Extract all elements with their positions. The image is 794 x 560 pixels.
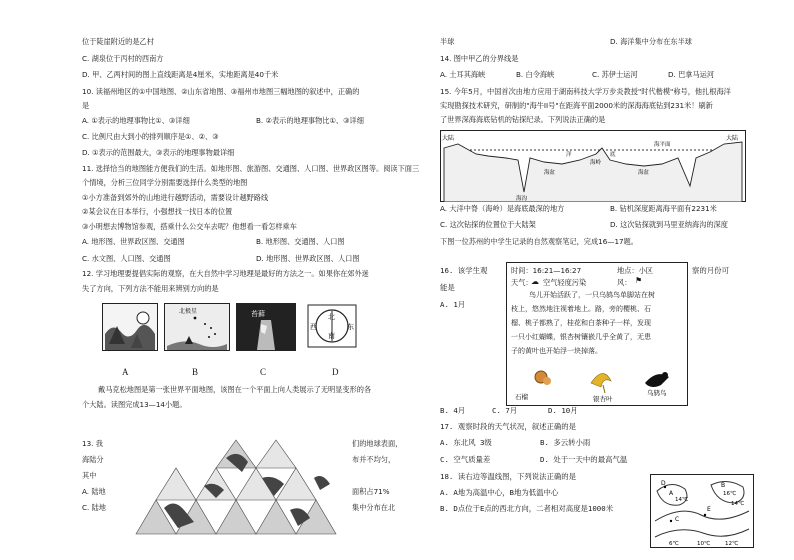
note-air: 空气轻度污染	[543, 278, 587, 287]
q14-option: D. 巴拿马运河	[668, 70, 715, 79]
q16-question-tail: 察的月份可	[692, 266, 729, 275]
seabed-ridge: 海岭	[590, 160, 602, 166]
note-body-line: 一只小红蝴蝶，银杏树镶嵌几乎全黄了，无患	[511, 333, 651, 341]
q18-option-b: B. D点位于E点的西北方向，二者相对高度是1000米	[440, 504, 614, 513]
left-text-fragment: 们的地球表面，	[352, 439, 403, 448]
figure-d-label: D	[332, 367, 339, 377]
left-text-line: C. 陆地	[82, 503, 106, 512]
left-text-line: 位于陡崖附近的是乙村	[82, 37, 154, 46]
iso-t6: 12℃	[725, 541, 739, 547]
figure-d	[302, 303, 362, 349]
iso-t3: 14℃	[731, 501, 745, 507]
left-text-line: ③小明想去博物馆参观，搭乘什么公交车去呢？他想看一看怎样乘车	[82, 222, 297, 231]
iso-D: D	[661, 480, 666, 487]
q16-option: D. 10月	[548, 406, 578, 415]
q17-option-a: A. 东北风 3级	[440, 438, 492, 447]
seabed-profile	[440, 130, 746, 202]
right-text-line: 下图一位苏州的中学生记录的自然观察笔记，完成16—17题。	[440, 237, 638, 246]
seabed-plain1: 海盆	[544, 170, 556, 176]
q14-option: A. 土耳其海峡	[440, 70, 486, 79]
nature-note	[506, 262, 688, 406]
note-label-pomegranate: 石榴	[515, 393, 528, 401]
seabed-label2: 洋	[566, 152, 572, 158]
figure-c-label: C	[260, 367, 267, 377]
q18-option-a: A. A地为高温中心，B地为低温中心	[440, 488, 559, 497]
seabed-label3: 底	[610, 152, 616, 158]
iso-C: C	[675, 516, 680, 523]
right-text-line: A. 大洋中脊（海岭）是海底最深的地方	[440, 204, 565, 213]
right-text-line: 实现勘探技术研究，研制的"海牛II号"在距海平面2000米的深海海底钻到231米！刷新	[440, 101, 713, 110]
note-wind: 风：	[617, 278, 632, 287]
q16-question: 16. 该学生观	[440, 266, 488, 275]
left-text-line: D. 甲、乙两村间的图上直线距离是4厘米，实地距离是40千米	[82, 70, 279, 79]
q16-option-a: A. 1月	[440, 300, 466, 309]
compass-north: 北	[328, 313, 335, 321]
note-drawings	[507, 363, 687, 403]
left-text-fragment: 面积占71%	[352, 487, 390, 496]
note-body-line: 鸟儿开始活跃了，一只乌鸫鸟单脚站在树	[529, 291, 655, 299]
left-text-line: 海陆分	[82, 455, 104, 464]
left-text-line: 11. 选择恰当的地图能方便我们的生活。如地形图、旅游图、交通图、人口图、世界政区图等。阅读下面三	[82, 164, 420, 173]
right-text-line: C. 这次钻探的位置位于大陆架	[440, 220, 536, 229]
note-label-ginkgo: 银杏叶	[593, 395, 613, 403]
seabed-trench: 海沟	[516, 196, 528, 202]
left-text-line: 12. 学习地理要提倡实际的观察，在大自然中学习地理是最好的方法之一。如果你在郊外迷	[82, 269, 369, 278]
left-text-line: A. 陆地	[82, 487, 106, 496]
iso-E: E	[707, 506, 711, 513]
q16-question-line2: 能是	[440, 283, 455, 292]
q10-option: A. ①表示的地理事物比①、③详细	[82, 116, 190, 125]
note-label-blackbird: 乌鸫鸟	[647, 389, 667, 397]
left-text-line: 其中	[82, 471, 97, 480]
figure-a-label: A	[122, 367, 129, 377]
left-text-line: 戴马克松地图是第一张世界平面地图，该图在一个平面上向人类展示了无明显变形的各	[98, 385, 372, 394]
q11-option: A. 地形图、世界政区图、交通图	[82, 237, 185, 246]
q16-option: B. 4月	[440, 406, 466, 415]
compass-east: 东	[347, 323, 354, 331]
left-text-line: 个大陆。读图完成13—14小题。	[82, 400, 187, 409]
q18-question: 18. 读右边等温线图，下列说法正确的是	[440, 472, 577, 481]
right-text-line: D. 这次钻探就到马里亚纳海沟的深度	[610, 220, 728, 229]
right-text-line: D. 海洋集中分布在东半球	[610, 37, 692, 46]
left-text-line: 失了方向，下列方法不能用来辨别方向的是	[82, 284, 219, 293]
isotherm-map	[650, 474, 754, 548]
seabed-plain2: 海盆	[638, 170, 650, 176]
iso-t4: 6℃	[669, 541, 679, 547]
cloud-icon: ☁	[531, 277, 539, 286]
iso-B: B	[721, 482, 726, 489]
left-text-line: C. 比例尺由大到小的排列顺序是①、②、③	[82, 132, 219, 141]
left-text-line: D. ①表示的范围最大，③表示的地理事物最详细	[82, 148, 235, 157]
wind-icon: ⚑	[635, 276, 643, 285]
figure-b	[164, 303, 230, 351]
q17-question: 17. 观察时段的天气状况，叙述正确的是	[440, 422, 577, 431]
right-text-line: 14. 图中甲乙的分界线是	[440, 54, 519, 63]
left-text-fragment: 集中分布在北	[352, 503, 396, 512]
note-place: 地点：小区	[617, 266, 653, 275]
note-body-line: 榴、桃子都熟了，桂花和白茶种子一样，发现	[511, 319, 651, 327]
left-text-line: C. 湖泉位于丙村的西南方	[82, 54, 164, 63]
seabed-left: 大陆	[442, 135, 455, 142]
note-body-line: 枝上，悠然地注视着地上。路，旁的樱桃、石	[511, 305, 651, 313]
q14-option: B. 白令海峡	[516, 70, 555, 79]
moss-label: 苔藓	[251, 310, 265, 318]
figure-b-label: B	[192, 367, 199, 377]
seabed-sea: 海平面	[654, 142, 671, 148]
left-text-line: ②某会议在日本举行，小强想找一找日本的位置	[82, 207, 233, 216]
left-text-line: 是	[82, 101, 90, 110]
left-text-line: 个情境，分析三位同学分别需要选择什么类型的地图	[82, 178, 248, 187]
q17-option-d: D. 处于一天中的最高气温	[540, 455, 628, 464]
note-weather: 天气：	[511, 278, 533, 287]
right-text-line: 15. 今年5月，中国首次由地方应用于湖南科技大学万步炎教授"时代楷模"称号，他扎根海洋	[440, 87, 731, 96]
figure-c	[236, 303, 296, 351]
compass-south: 南	[328, 332, 335, 340]
iso-t1: 14℃	[675, 497, 689, 503]
right-text-line: 半球	[440, 37, 455, 46]
seabed-right: 大陆	[726, 135, 739, 142]
right-text-line: 了世界深海海底钻机的钻探纪录。下列说法正确的是	[440, 115, 606, 124]
note-body-line: 子的黄叶也开始浮一块掉落。	[511, 347, 602, 355]
left-text-line: 13. 我	[82, 439, 103, 448]
q11-option: B. 地形图、交通图、人口图	[256, 237, 345, 246]
q12-figures	[102, 303, 382, 383]
polaris-label: 北极星	[179, 308, 198, 315]
q14-option: C. 苏伊士运河	[592, 70, 638, 79]
left-text-fragment: 布并不均匀，	[352, 455, 396, 464]
q16-option: C. 7月	[492, 406, 518, 415]
note-time: 时间：16:21—16:27	[511, 266, 582, 275]
right-text-line: B. 钻机深度距离海平面有2231米	[610, 204, 717, 213]
q11-option: C. 水文图、人口图、交通图	[82, 254, 171, 263]
q10-option: B. ②表示的地理事物比①、③详细	[256, 116, 364, 125]
compass-west: 西	[310, 323, 317, 331]
q11-option: D. 地形图、世界政区图、人口图	[256, 254, 360, 263]
q17-option-b: B. 多云转小雨	[540, 438, 591, 447]
iso-A: A	[669, 490, 674, 497]
left-text-line: 10. 读福州地区的①中国地图、②山东省地图、③福州市地图三幅地图的叙述中，正确的	[82, 87, 360, 96]
iso-t2: 16℃	[723, 491, 737, 497]
left-text-line: ①小方准备到郊外的山地进行越野活动，需要设计越野路线	[82, 193, 269, 202]
figure-a	[102, 303, 158, 351]
q17-option-c: C. 空气质量差	[440, 455, 491, 464]
dymaxion-map	[134, 438, 344, 542]
iso-t5: 10℃	[697, 541, 711, 547]
